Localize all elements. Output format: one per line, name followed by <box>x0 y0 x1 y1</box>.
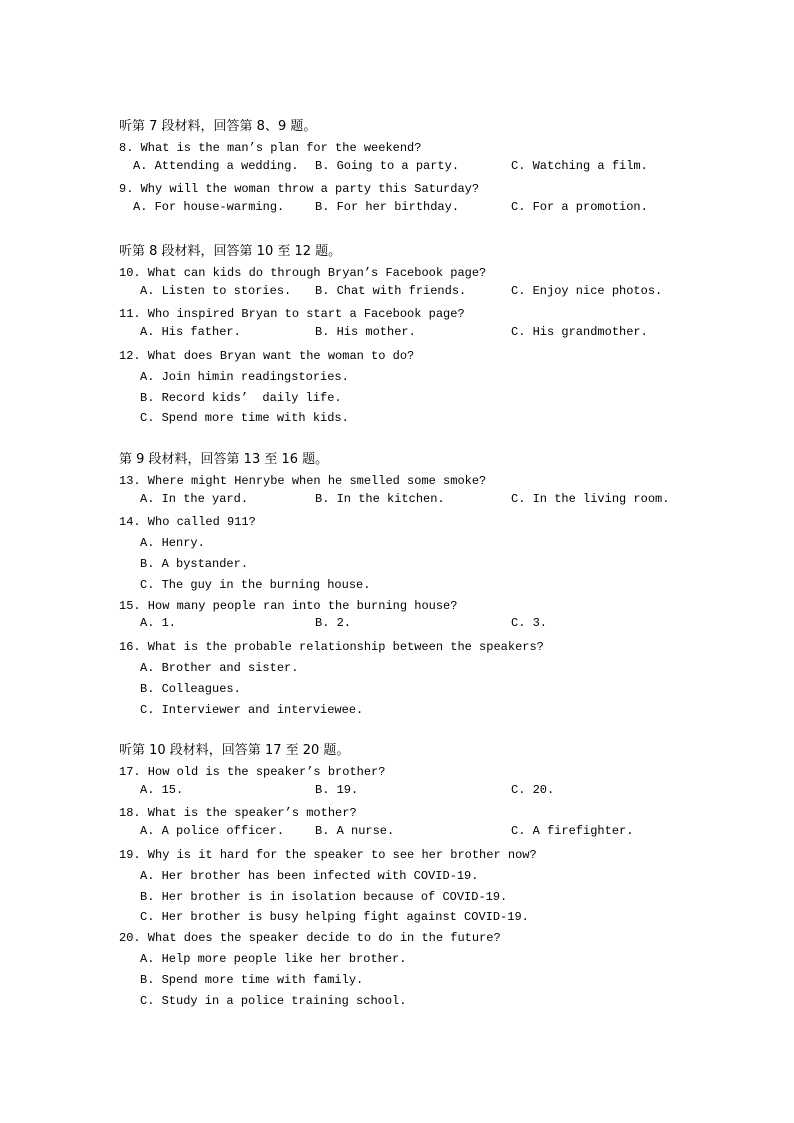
option-c: C. In the living room. <box>511 491 670 506</box>
option-a: A. His father. <box>140 325 241 340</box>
option-c: C. Study in a police training school. <box>140 993 407 1008</box>
options-10 <box>119 284 719 305</box>
section-9 <box>119 450 719 720</box>
option-c: C. The guy in the burning house. <box>140 577 371 592</box>
option-b: B. Spend more time with family. <box>140 972 364 987</box>
question-11: 11. Who inspired Bryan to start a Facebook page? <box>119 307 465 322</box>
option-c: C. Spend more time with kids. <box>140 411 349 426</box>
option-a: A. A police officer. <box>140 824 285 839</box>
question-10: 10. What can kids do through Bryan’s Facebook page? <box>119 265 487 280</box>
option-c: C. For a promotion. <box>511 200 648 215</box>
option-b: B. His mother. <box>315 325 416 340</box>
section-heading: 听第 10 段材料，回答第 17 至 20 题。 <box>119 743 350 758</box>
option-c: C. Her brother is busy helping fight against COVID-19. <box>140 910 529 925</box>
option-b: B. Colleagues. <box>140 681 241 696</box>
option-b: B. A bystander. <box>140 556 249 571</box>
question-9: 9. Why will the woman throw a party this Saturday? <box>119 182 480 197</box>
question-17: 17. How old is the speaker’s brother? <box>119 764 386 779</box>
question-14: 14. Who called 911? <box>119 515 256 530</box>
section-7 <box>119 117 719 221</box>
question-15: 15. How many people ran into the burning house? <box>119 598 458 613</box>
options-9 <box>119 200 719 221</box>
options-15 <box>119 616 719 637</box>
option-b: B. Her brother is in isolation because of COVID-19. <box>140 889 508 904</box>
option-b: B. 19. <box>315 782 359 797</box>
option-c: C. Watching a film. <box>511 158 648 173</box>
question-19: 19. Why is it hard for the speaker to see her brother now? <box>119 847 537 862</box>
section-heading: 听第 8 段材料，回答第 10 至 12 题。 <box>119 244 342 259</box>
option-a: A. Join himin readingstories. <box>140 369 349 384</box>
option-b: B. Going to a party. <box>315 158 460 173</box>
option-b: B. In the kitchen. <box>315 491 445 506</box>
option-c: C. Enjoy nice photos. <box>511 283 663 298</box>
option-a: A. Attending a wedding. <box>133 158 299 173</box>
section-10 <box>119 741 719 1011</box>
question-13: 13. Where might Henrybe when he smelled some smoke? <box>119 473 487 488</box>
option-b: B. A nurse. <box>315 824 395 839</box>
question-12: 12. What does Bryan want the woman to do? <box>119 348 415 363</box>
options-17 <box>119 783 719 804</box>
option-c: C. His grandmother. <box>511 325 648 340</box>
option-a: A. Help more people like her brother. <box>140 951 407 966</box>
options-13 <box>119 492 719 513</box>
option-c: C. Interviewer and interviewee. <box>140 702 364 717</box>
question-18: 18. What is the speaker’s mother? <box>119 806 357 821</box>
question-20: 20. What does the speaker decide to do in the future? <box>119 931 501 946</box>
option-a: A. Henry. <box>140 536 205 551</box>
option-c: C. A firefighter. <box>511 824 634 839</box>
option-b: B. 2. <box>315 616 352 631</box>
option-b: B. Chat with friends. <box>315 283 467 298</box>
options-8 <box>119 159 719 180</box>
option-a: A. Listen to stories. <box>140 283 292 298</box>
option-b: B. Record kids’ daily life. <box>140 390 342 405</box>
option-a: A. In the yard. <box>140 491 249 506</box>
section-heading: 听第 7 段材料，回答第 8、9 题。 <box>119 119 317 134</box>
question-16: 16. What is the probable relationship between the speakers? <box>119 640 544 655</box>
section-8 <box>119 242 719 429</box>
section-heading: 第 9 段材料，回答第 13 至 16 题。 <box>119 452 329 467</box>
option-a: A. For house-warming. <box>133 200 285 215</box>
options-11 <box>119 325 719 346</box>
option-a: A. Brother and sister. <box>140 660 299 675</box>
question-8: 8. What is the man’s plan for the weekend? <box>119 140 422 155</box>
option-a: A. 1. <box>140 616 177 631</box>
option-c: C. 20. <box>511 782 555 797</box>
option-a: A. Her brother has been infected with COVID-19. <box>140 868 479 883</box>
option-c: C. 3. <box>511 616 548 631</box>
options-18 <box>119 824 719 845</box>
option-b: B. For her birthday. <box>315 200 460 215</box>
option-a: A. 15. <box>140 782 184 797</box>
